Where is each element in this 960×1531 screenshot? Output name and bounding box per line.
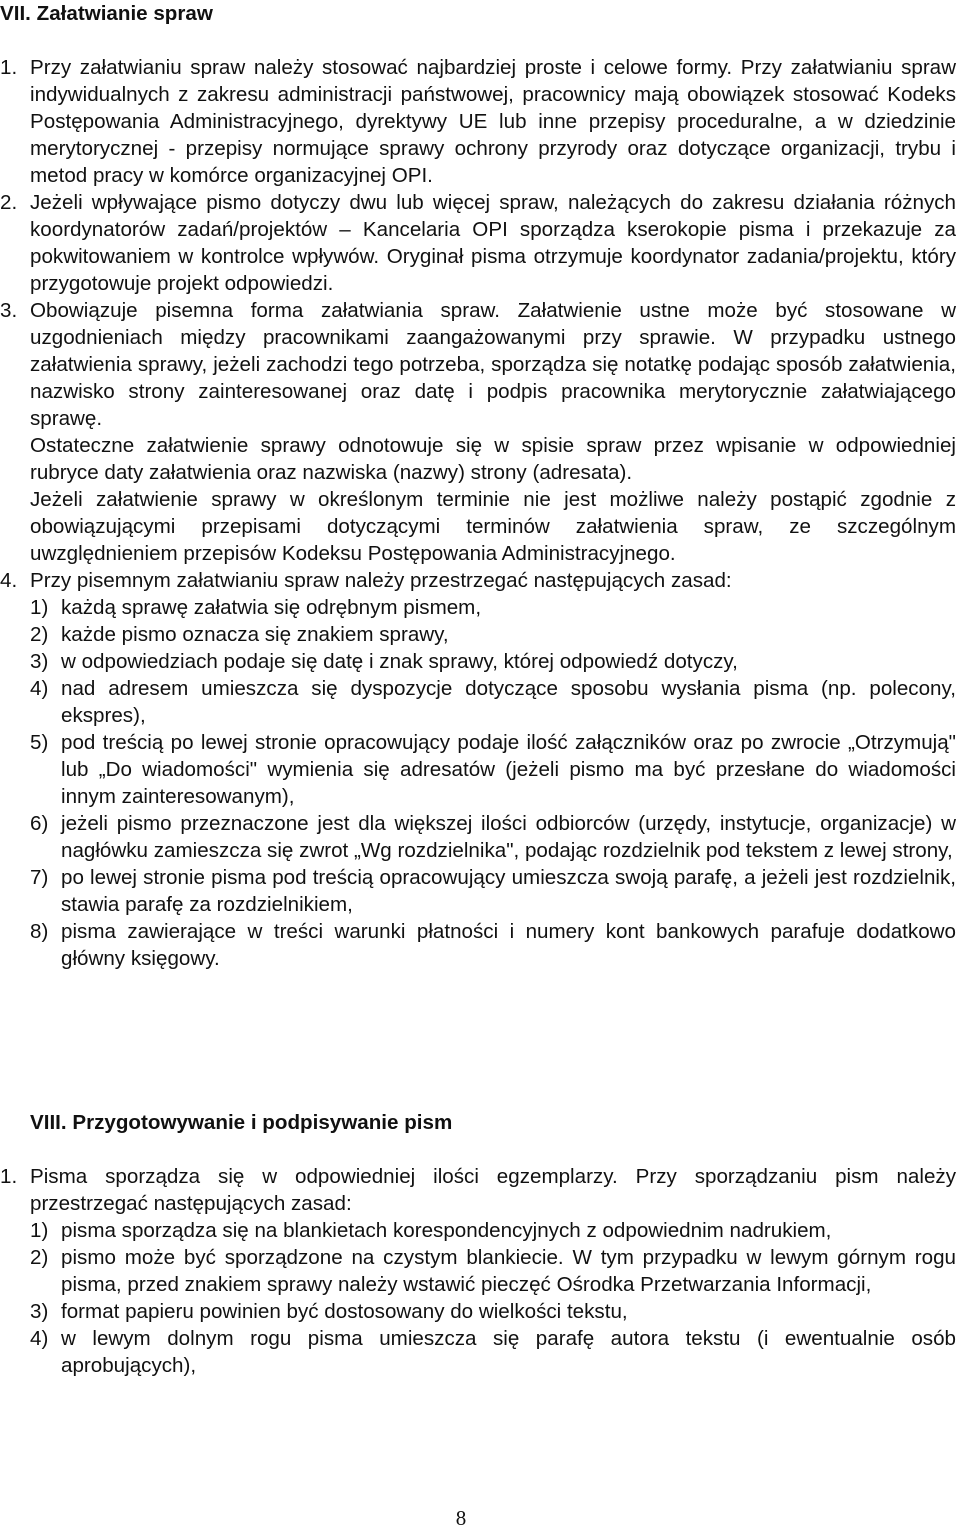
list-item-text: jeżeli pismo przeznaczone jest dla większej ilości odbiorców (urzędy, instytucje, organizacje) w nagłówku zamieszcza się zwrot „Wg rozdzielnika", podając rozdzielnik pod tekstem z lewej strony, <box>61 812 956 862</box>
list-item-number: 3) <box>30 650 49 673</box>
list-item <box>0 1298 956 1325</box>
paragraph-7-1 <box>0 54 956 189</box>
section-7-heading: VII. Załatwianie spraw <box>0 2 213 25</box>
section-8-body <box>0 1163 956 1379</box>
list-item-number: 6) <box>30 812 49 835</box>
list-item-number: 1) <box>30 1219 49 1242</box>
list-item <box>0 1217 956 1244</box>
paragraph-7-2 <box>0 189 956 297</box>
list-item-number: 5) <box>30 731 49 754</box>
list-item <box>0 918 956 972</box>
list-item-text: format papieru powinien być dostosowany do wielkości tekstu, <box>61 1300 628 1323</box>
list-item <box>0 1325 956 1379</box>
list-item-text: każdą sprawę załatwia się odrębnym pismem, <box>61 596 482 619</box>
paragraph-number: 3. <box>0 299 18 322</box>
list-item-text: pisma zawierające w treści warunki płatności i numery kont bankowych parafuje dodatkowo główny księgowy. <box>61 920 956 970</box>
paragraph-number: 1. <box>0 56 18 79</box>
list-item <box>0 621 956 648</box>
list-item <box>0 648 956 675</box>
paragraph-7-3-continuation-1: Ostateczne załatwienie sprawy odnotowuje się w spisie spraw przez wpisanie w odpowiedniej rubryce daty załatwienia oraz nazwiska (nazwy) strony (adresata). <box>30 434 956 484</box>
list-item-text: po lewej stronie pisma pod treścią opracowujący umieszcza swoją parafę, a jeżeli jest rozdzielnik, stawia parafę za rozdzielnikiem, <box>61 866 956 916</box>
list-item-text: w odpowiedziach podaje się datę i znak sprawy, której odpowiedź dotyczy, <box>61 650 738 673</box>
list-item-text: pod treścią po lewej stronie opracowujący podaje ilość załączników oraz po zwrocie „Otrzymują" lub „Do wiadomości" wymienia się adresatów (jeżeli pismo ma być przesłane do wiadomości innym zainteresowanym), <box>61 731 956 808</box>
page-number: 8 <box>455 1506 467 1530</box>
paragraph-7-3 <box>0 297 956 432</box>
list-item <box>0 864 956 918</box>
paragraph-text: Pisma sporządza się w odpowiedniej ilości egzemplarzy. Przy sporządzaniu pism należy przestrzegać następujących zasad: <box>30 1165 956 1215</box>
list-item-number: 8) <box>30 920 49 943</box>
list-item-text: w lewym dolnym rogu pisma umieszcza się parafę autora tekstu (i ewentualnie osób aprobujących), <box>61 1327 956 1377</box>
list-item-text: pisma sporządza się na blankietach korespondencyjnych z odpowiednim nadrukiem, <box>61 1219 832 1242</box>
list-item-number: 2) <box>30 623 49 646</box>
list-item-number: 3) <box>30 1300 49 1323</box>
paragraph-text: Przy pisemnym załatwianiu spraw należy przestrzegać następujących zasad: <box>30 569 732 592</box>
list-item <box>0 810 956 864</box>
paragraph-number: 4. <box>0 569 18 592</box>
paragraph-8-1 <box>0 1163 956 1217</box>
list-item <box>0 594 956 621</box>
list-item-number: 2) <box>30 1246 49 1269</box>
list-item <box>0 675 956 729</box>
paragraph-number: 2. <box>0 191 18 214</box>
paragraph-text: Przy załatwianiu spraw należy stosować najbardziej proste i celowe formy. Przy załatwianiu spraw indywidualnych z zakresu administracji państwowej, pracownicy mają obowiązek stosować Kodeks Postępowania Administracyjnego, dyrektywy UE lub inne przepisy proceduralne, a w dziedzinie merytorycznej - przepisy normujące sprawy ochrony przyrody oraz dotyczące organizacji, trybu i metod pracy w komórce organizacyjnej OPI. <box>30 56 956 187</box>
list-item-text: nad adresem umieszcza się dyspozycje dotyczące sposobu wysłania pisma (np. polecony, ekspres), <box>61 677 956 727</box>
list-item-number: 4) <box>30 677 49 700</box>
list-item-number: 7) <box>30 866 49 889</box>
list-item <box>0 729 956 810</box>
paragraph-text: Obowiązuje pisemna forma załatwiania spraw. Załatwienie ustne może być stosowane w uzgodnieniach między pracownikami zaangażowanymi przy sprawie. W przypadku ustnego załatwienia sprawy, jeżeli zachodzi tego potrzeba, sporządza się notatkę podając sposób załatwienia, nazwisko strony zainteresowanej oraz datę i podpis pracownika merytorycznie załatwiającego sprawę. <box>30 299 956 430</box>
paragraph-7-4 <box>0 567 956 594</box>
list-item-text: każde pismo oznacza się znakiem sprawy, <box>61 623 449 646</box>
paragraph-7-3-continuation-2: Jeżeli załatwienie sprawy w określonym terminie nie jest możliwe należy postąpić zgodnie z obowiązującymi przepisami dotyczącymi terminów załatwienia spraw, ze szczególnym uwzględnieniem przepisów Kodeksu Postępowania Administracyjnego. <box>30 488 956 565</box>
paragraph-text: Jeżeli wpływające pismo dotyczy dwu lub więcej spraw, należących do zakresu działania różnych koordynatorów zadań/projektów – Kancelaria OPI sporządza kserokopie pisma i przekazuje za pokwitowaniem w kontrolce wpływów. Oryginał pisma otrzymuje koordynator zadania/projektu, który przygotowuje projekt odpowiedzi. <box>30 191 956 295</box>
list-item-number: 1) <box>30 596 49 619</box>
list-item <box>0 1244 956 1298</box>
list-item-number: 4) <box>30 1327 49 1350</box>
list-item-text: pismo może być sporządzone na czystym blankiecie. W tym przypadku w lewym górnym rogu pisma, przed znakiem sprawy należy wstawić pieczęć Ośrodka Przetwarzania Informacji, <box>61 1246 956 1296</box>
section-7-body <box>0 54 956 972</box>
paragraph-number: 1. <box>0 1165 18 1188</box>
section-8-heading: VIII. Przygotowywanie i podpisywanie pism <box>30 1111 453 1134</box>
